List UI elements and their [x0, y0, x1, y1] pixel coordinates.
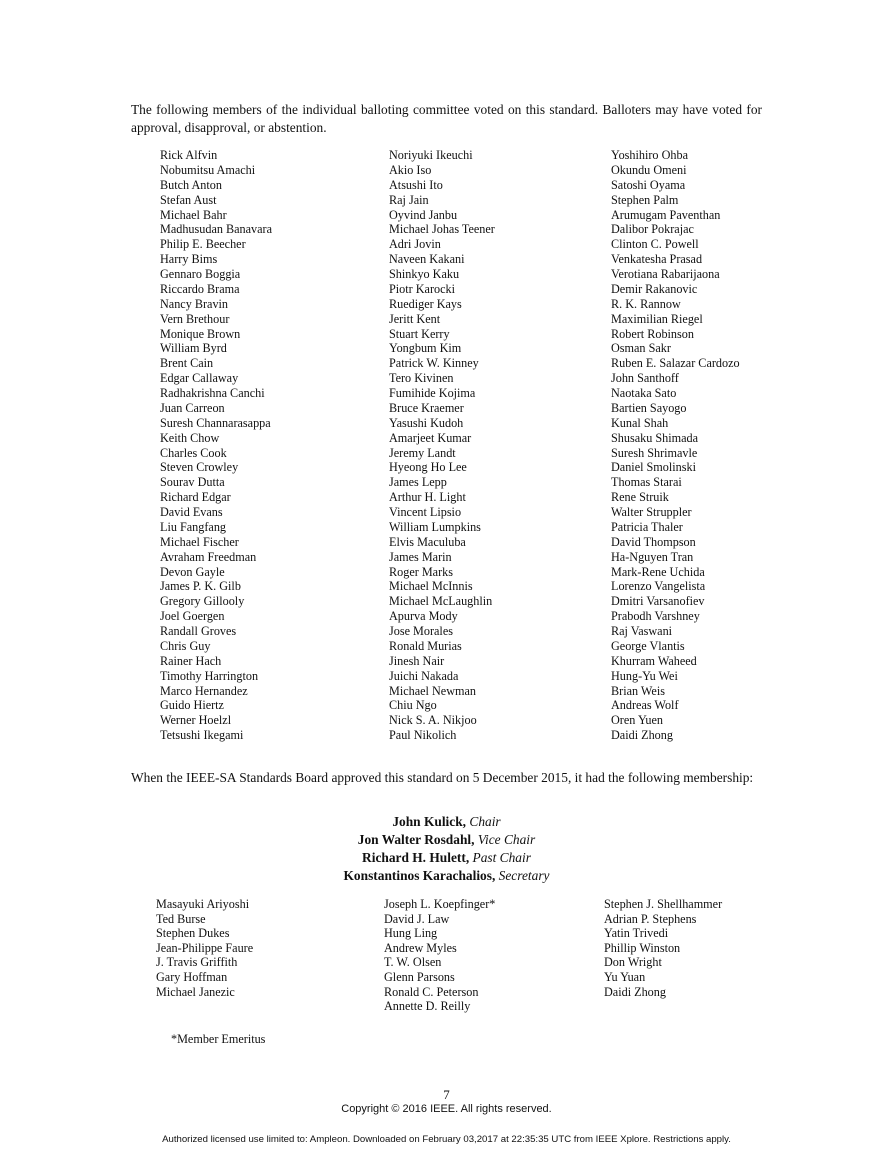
- member-name: Gregory Gillooly: [160, 594, 245, 609]
- member-name: Tero Kivinen: [389, 371, 454, 386]
- member-name: Stephen Dukes: [156, 926, 230, 941]
- member-name: Adrian P. Stephens: [604, 911, 697, 926]
- officer-secretary: [0, 867, 893, 885]
- member-name: Masayuki Ariyoshi: [156, 897, 250, 911]
- member-name: Oren Yuen: [611, 713, 664, 728]
- member-name: Roger Marks: [389, 564, 453, 579]
- member-name: Paul Nikolich: [389, 728, 457, 743]
- member-name: Stephen Palm: [611, 192, 679, 207]
- board-column-1: [156, 897, 253, 999]
- member-name: William Lumpkins: [389, 519, 481, 534]
- member-name: Noriyuki Ikeuchi: [389, 148, 473, 162]
- member-name: R. K. Rannow: [611, 296, 681, 311]
- member-name: Michael Fischer: [160, 534, 239, 549]
- member-name: Michael Johas Teener: [389, 222, 495, 237]
- member-name: Arthur H. Light: [389, 490, 466, 505]
- member-name: Daidi Zhong: [604, 984, 666, 999]
- member-name: John Santhoff: [611, 371, 679, 386]
- member-name: Jean-Philippe Faure: [156, 940, 254, 955]
- member-name: Fumihide Kojima: [389, 386, 476, 400]
- member-name: Randall Groves: [160, 624, 237, 638]
- member-name: Akio Iso: [389, 162, 432, 177]
- officer-name: Konstantinos Karachalios,: [343, 868, 496, 883]
- member-name: Jeremy Landt: [389, 445, 456, 460]
- member-name: Michael Janezic: [156, 984, 235, 999]
- member-name: Devon Gayle: [160, 564, 225, 579]
- member-name: Raj Jain: [389, 192, 429, 207]
- member-name: Elvis Maculuba: [389, 534, 466, 549]
- member-name: Yoshihiro Ohba: [611, 148, 688, 162]
- member-name: Jose Morales: [389, 624, 453, 638]
- page-number: 7: [443, 1087, 450, 1102]
- board-paragraph: When the IEEE-SA Standards Board approved this standard on 5 December 2015, it had the following membership:: [131, 770, 754, 785]
- member-name: Hung Ling: [384, 926, 438, 941]
- member-name: Ruediger Kays: [389, 296, 462, 311]
- member-name: Ronald Murias: [389, 638, 462, 653]
- member-name: Keith Chow: [160, 430, 220, 445]
- member-name: Madhusudan Banavara: [160, 222, 273, 237]
- member-name: William Byrd: [160, 341, 227, 356]
- member-name: Khurram Waheed: [611, 653, 697, 668]
- member-name: Gary Hoffman: [156, 969, 228, 984]
- member-name: Jeritt Kent: [389, 311, 441, 326]
- member-name: Stephen J. Shellhammer: [604, 897, 723, 911]
- member-name: Daidi Zhong: [611, 728, 673, 743]
- member-name: Radhakrishna Canchi: [160, 386, 265, 400]
- member-name: Brian Weis: [611, 683, 665, 698]
- member-name: James Lepp: [389, 475, 447, 490]
- member-name: T. W. Olsen: [384, 955, 442, 970]
- member-name: Sourav Dutta: [160, 475, 225, 490]
- member-name: Michael McInnis: [389, 579, 473, 594]
- member-name: Dalibor Pokrajac: [611, 222, 694, 237]
- member-name: Okundu Omeni: [611, 162, 687, 177]
- member-name: Yongbum Kim: [389, 341, 462, 356]
- officer-role: Chair: [469, 814, 501, 829]
- member-name: James Marin: [389, 549, 452, 564]
- member-name: Suresh Shrimavle: [611, 445, 698, 460]
- member-name: Avraham Freedman: [160, 549, 257, 564]
- member-name: Daniel Smolinski: [611, 460, 696, 475]
- member-name: Prabodh Varshney: [611, 609, 700, 624]
- member-name: Chris Guy: [160, 638, 211, 653]
- member-name: Andrew Myles: [384, 940, 457, 955]
- member-name: Nick S. A. Nikjoo: [389, 713, 477, 728]
- member-name: Clinton C. Powell: [611, 237, 699, 252]
- member-name: Oyvind Janbu: [389, 207, 458, 222]
- member-name: Mark-Rene Uchida: [611, 564, 705, 579]
- member-name: Vincent Lipsio: [389, 505, 462, 519]
- member-name: Verotiana Rabarijaona: [611, 267, 720, 281]
- member-name: Maximilian Riegel: [611, 311, 703, 326]
- member-name: Yu Yuan: [604, 969, 646, 984]
- member-name: Riccardo Brama: [160, 281, 240, 296]
- member-name: Suresh Channarasappa: [160, 415, 271, 430]
- member-name: Juan Carreon: [160, 400, 225, 415]
- member-name: Venkatesha Prasad: [611, 252, 703, 267]
- member-name: Shinkyo Kaku: [389, 267, 460, 281]
- balloters-column-1: [160, 148, 272, 743]
- member-name: Ronald C. Peterson: [384, 984, 479, 999]
- member-name: Walter Struppler: [611, 505, 692, 519]
- member-name: Don Wright: [604, 955, 662, 970]
- member-name: Joseph L. Koepfinger*: [384, 897, 496, 911]
- member-name: Stefan Aust: [160, 192, 217, 207]
- officer-past-chair: [0, 849, 893, 867]
- intro-paragraph: The following members of the individual balloting committee voted on this standard. Balloters may have voted for approval, disapproval, or abstention.: [131, 102, 762, 135]
- member-name: Phillip Winston: [604, 940, 681, 955]
- copyright-notice: Copyright © 2016 IEEE. All rights reserved.: [341, 1103, 552, 1115]
- member-name: James P. K. Gilb: [160, 579, 241, 594]
- member-name: Steven Crowley: [160, 460, 239, 475]
- member-name: George Vlantis: [611, 638, 685, 653]
- member-name: Gennaro Boggia: [160, 267, 241, 281]
- member-name: Adri Jovin: [389, 237, 441, 252]
- license-notice: Authorized licensed use limited to: Ampleon. Downloaded on February 03,2017 at 22:35:35 UTC from IEEE Xplore. Restrictions apply.: [162, 1134, 731, 1145]
- member-name: Osman Sakr: [611, 341, 671, 356]
- board-column-2: [384, 897, 495, 1014]
- member-name: Chiu Ngo: [389, 698, 437, 713]
- member-name: Rainer Hach: [160, 653, 222, 668]
- member-name: David Thompson: [611, 534, 696, 549]
- footnote-member-emeritus: *Member Emeritus: [171, 1032, 266, 1046]
- member-name: Joel Goergen: [160, 609, 225, 624]
- member-name: Demir Rakanovic: [611, 281, 698, 296]
- member-name: Guido Hiertz: [160, 698, 224, 713]
- member-name: Bartien Sayogo: [611, 400, 687, 415]
- member-name: J. Travis Griffith: [156, 955, 238, 970]
- member-name: Werner Hoelzl: [160, 713, 232, 728]
- officer-role: Secretary: [498, 868, 550, 883]
- member-name: Raj Vaswani: [611, 624, 673, 638]
- member-name: David Evans: [160, 505, 223, 519]
- member-name: Ha-Nguyen Tran: [611, 549, 694, 564]
- member-name: Atsushi Ito: [389, 177, 443, 192]
- member-name: Yasushi Kudoh: [389, 415, 464, 430]
- member-name: Andreas Wolf: [611, 698, 679, 713]
- member-name: Bruce Kraemer: [389, 400, 464, 415]
- member-name: Shusaku Shimada: [611, 430, 699, 445]
- member-name: Patrick W. Kinney: [389, 356, 479, 371]
- member-name: Hyeong Ho Lee: [389, 460, 467, 475]
- officers-block: [0, 813, 893, 885]
- member-name: Michael Bahr: [160, 207, 227, 222]
- member-name: Timothy Harrington: [160, 668, 259, 683]
- member-name: Dmitri Varsanofiev: [611, 594, 705, 609]
- officer-name: Jon Walter Rosdahl,: [357, 832, 475, 847]
- member-name: Patricia Thaler: [611, 519, 683, 534]
- member-name: Edgar Callaway: [160, 371, 239, 386]
- member-name: Rene Struik: [611, 490, 669, 505]
- member-name: Philip E. Beecher: [160, 237, 246, 252]
- member-name: Rick Alfvin: [160, 148, 218, 162]
- officer-chair: [0, 813, 893, 831]
- member-name: David J. Law: [384, 911, 450, 926]
- member-name: Glenn Parsons: [384, 969, 455, 984]
- officer-name: John Kulick,: [392, 814, 467, 829]
- officer-role: Past Chair: [472, 850, 531, 865]
- balloters-column-3: [611, 148, 740, 743]
- member-name: Brent Cain: [160, 356, 214, 371]
- board-column-3: [604, 897, 722, 999]
- member-name: Juichi Nakada: [389, 668, 459, 683]
- member-name: Amarjeet Kumar: [389, 430, 472, 445]
- member-name: Thomas Starai: [611, 475, 682, 490]
- member-name: Hung-Yu Wei: [611, 668, 678, 683]
- member-name: Apurva Mody: [389, 609, 458, 624]
- officer-role: Vice Chair: [477, 832, 536, 847]
- member-name: Ruben E. Salazar Cardozo: [611, 356, 740, 371]
- member-name: Robert Robinson: [611, 326, 694, 341]
- member-name: Monique Brown: [160, 326, 241, 341]
- member-name: Nobumitsu Amachi: [160, 162, 256, 177]
- member-name: Annette D. Reilly: [384, 999, 471, 1014]
- member-name: Kunal Shah: [611, 415, 669, 430]
- member-name: Marco Hernandez: [160, 683, 248, 698]
- member-name: Arumugam Paventhan: [611, 207, 721, 222]
- member-name: Ted Burse: [156, 911, 206, 926]
- member-name: Butch Anton: [160, 177, 222, 192]
- balloters-column-2: [389, 148, 495, 743]
- member-name: Jinesh Nair: [389, 653, 445, 668]
- officer-name: Richard H. Hulett,: [362, 850, 470, 865]
- member-name: Michael Newman: [389, 683, 476, 698]
- member-name: Michael McLaughlin: [389, 594, 493, 609]
- member-name: Richard Edgar: [160, 490, 231, 505]
- member-name: Liu Fangfang: [160, 519, 227, 534]
- member-name: Piotr Karocki: [389, 281, 456, 296]
- member-name: Naveen Kakani: [389, 252, 465, 267]
- officer-vice-chair: [0, 831, 893, 849]
- member-name: Vern Brethour: [160, 311, 230, 326]
- member-name: Nancy Bravin: [160, 296, 229, 311]
- member-name: Lorenzo Vangelista: [611, 579, 706, 594]
- member-name: Yatin Trivedi: [604, 926, 669, 941]
- member-name: Stuart Kerry: [389, 326, 450, 341]
- member-name: Charles Cook: [160, 445, 227, 460]
- member-name: Harry Bims: [160, 252, 218, 267]
- member-name: Satoshi Oyama: [611, 177, 686, 192]
- member-name: Tetsushi Ikegami: [160, 728, 244, 743]
- member-name: Naotaka Sato: [611, 386, 677, 400]
